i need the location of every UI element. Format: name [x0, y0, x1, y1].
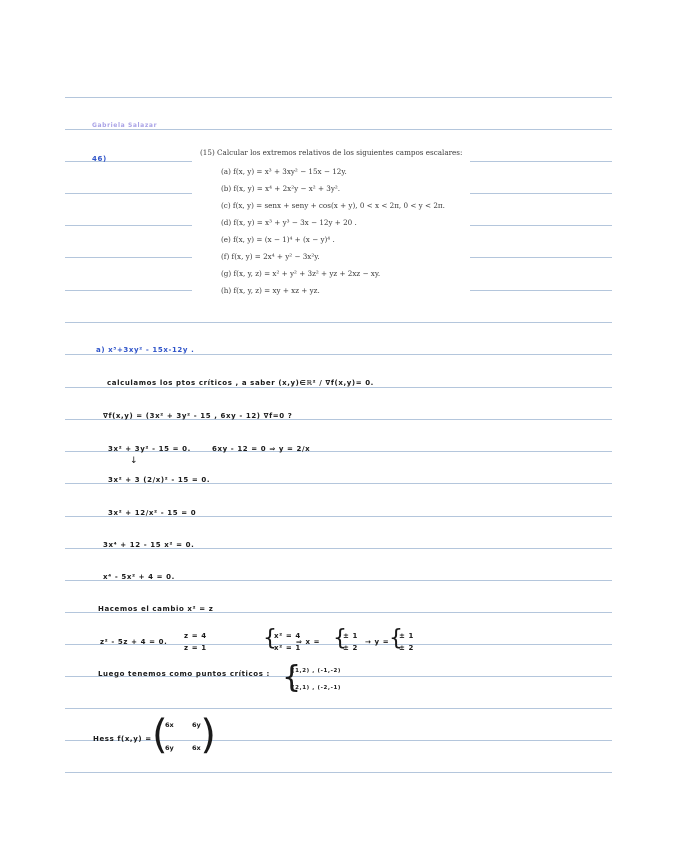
matrix-cell: 6y: [192, 721, 201, 729]
left-brace-icon: {: [263, 626, 277, 651]
notebook-rule: [65, 193, 192, 194]
matrix-cell: 6y: [165, 744, 174, 752]
critical-points-line: (2,1) , (-2,-1): [292, 685, 342, 691]
problem-item-h: (h) f(x, y, z) = xy + xz + yz.: [221, 286, 320, 295]
note-line: 3x² + 3y² - 15 = 0.: [108, 445, 191, 453]
notebook-rule: [65, 354, 612, 355]
note-case-top: x² = 4: [274, 632, 301, 640]
right-paren-icon: ): [200, 712, 216, 758]
notebook-rule: [65, 257, 192, 258]
notebook-rule: [65, 161, 192, 162]
header-scribble: Gabriela Salazar: [92, 122, 158, 129]
note-line: 3x⁴ + 12 - 15 x² = 0.: [103, 541, 195, 549]
notebook-rule: [65, 387, 612, 388]
left-brace-icon: {: [282, 660, 302, 695]
note-line: z² - 5z + 4 = 0.: [100, 638, 168, 646]
problem-title: (15) Calcular los extremos relativos de los siguientes campos escalares:: [200, 148, 463, 157]
note-case-bottom: x² = 1: [274, 644, 301, 652]
problem-item-c: (c) f(x, y) = senx + seny + cos(x + y), 0 < x < 2π, 0 < y < 2π.: [221, 201, 445, 210]
problem-number: 46): [92, 155, 107, 163]
hessian-matrix: [152, 712, 216, 758]
notebook-rule: [65, 290, 192, 291]
hessian-label: Hess f(x,y) =: [93, 735, 152, 743]
notebook-rule: [65, 708, 612, 709]
notebook-rule: [65, 225, 192, 226]
note-line: 6xy - 12 = 0 ⇒ y = 2/x: [212, 445, 311, 453]
left-brace-icon: {: [389, 626, 403, 651]
problem-item-g: (g) f(x, y, z) = x² + y² + 3z² + yz + 2xz − xy.: [221, 269, 381, 278]
part-a-heading: a) x³+3xy² - 15x-12y .: [96, 346, 195, 354]
note-line: ⇒ x =: [296, 638, 321, 646]
note-line: Hacemos el cambio x² = z: [98, 605, 214, 613]
notebook-rule: [65, 97, 612, 98]
left-paren-icon: (: [152, 712, 168, 758]
notebook-rule: [470, 290, 612, 291]
note-line: calculamos los ptos críticos , a saber (x,y)∈ℝ² / ∇f(x,y)= 0.: [107, 379, 374, 387]
note-line: 3x² + 12/x² - 15 = 0: [108, 509, 197, 517]
matrix-cell: 6x: [192, 744, 201, 752]
matrix-cell: 6x: [165, 721, 174, 729]
note-case-bottom: ± 2: [343, 644, 358, 652]
note-line: ∇f(x,y) = (3x² + 3y² - 15 , 6xy - 12) ∇f=0 ?: [103, 412, 293, 420]
notebook-rule: [470, 225, 612, 226]
note-line: Luego tenemos como puntos críticos :: [98, 670, 270, 678]
note-case-top: z = 4: [184, 632, 207, 640]
note-case-bottom: z = 1: [184, 644, 207, 652]
notebook-rule: [65, 772, 612, 773]
problem-item-d: (d) f(x, y) = x³ + y³ − 3x − 12y + 20 .: [221, 218, 357, 227]
problem-statement: [200, 148, 470, 299]
critical-points-line: (1,2) , (-1,-2): [292, 668, 342, 674]
notebook-rule: [65, 129, 612, 130]
note-line: x⁴ - 5x² + 4 = 0.: [103, 573, 175, 581]
note-line: 3x² + 3 (2/x)² - 15 = 0.: [108, 476, 211, 484]
problem-item-a: (a) f(x, y) = x³ + 3xy² − 15x − 12y.: [221, 167, 347, 176]
note-case-top: ± 1: [343, 632, 358, 640]
notebook-rule: [470, 257, 612, 258]
down-arrow-icon: ↓: [130, 456, 138, 466]
note-case-bottom: ± 2: [399, 644, 414, 652]
problem-item-e: (e) f(x, y) = (x − 1)⁴ + (x − y)⁴ .: [221, 235, 335, 244]
problem-item-b: (b) f(x, y) = x⁴ + 2x²y − x² + 3y².: [221, 184, 341, 193]
left-brace-icon: {: [333, 626, 347, 651]
note-case-top: ± 1: [399, 632, 414, 640]
notebook-rule: [65, 322, 612, 323]
problem-item-f: (f) f(x, y) = 2x⁴ + y² − 3x²y.: [221, 252, 320, 261]
note-line: → y =: [365, 638, 390, 646]
notebook-rule: [470, 161, 612, 162]
notebook-rule: [470, 193, 612, 194]
